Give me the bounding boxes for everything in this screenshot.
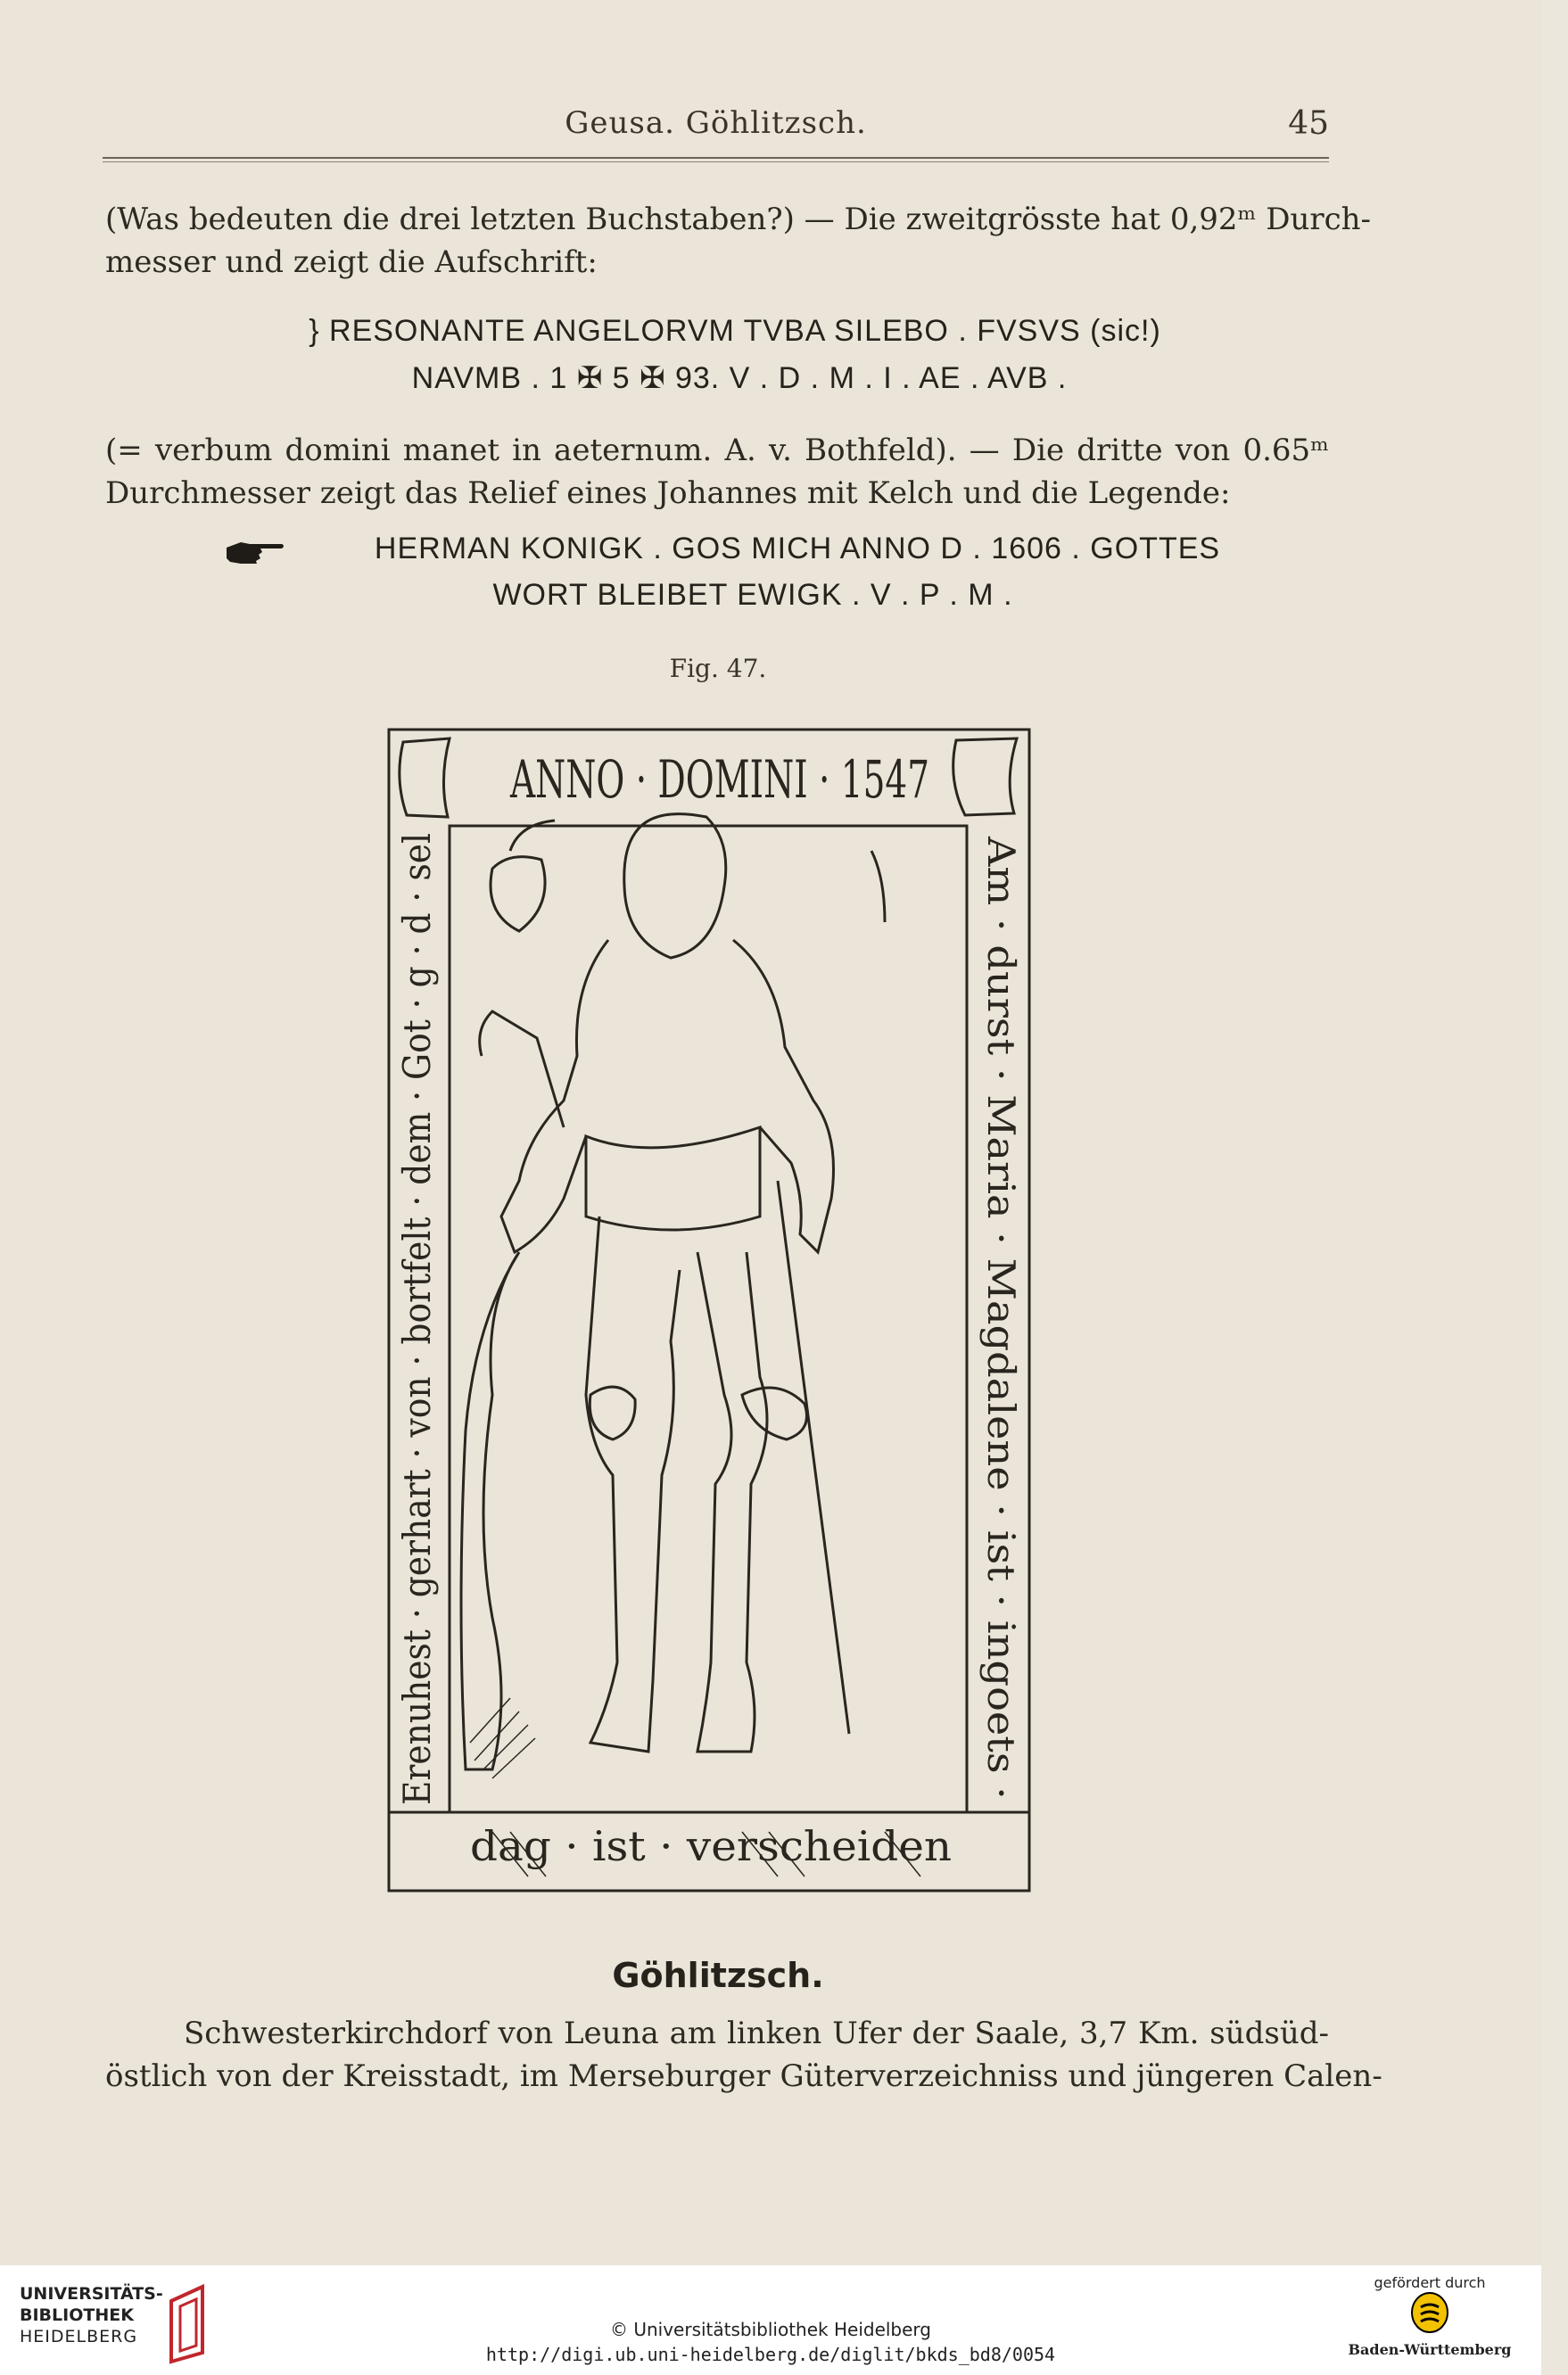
inscription-bell-three-line1: HERMAN KONIGK . GOS MICH ANNO D . 1606 . GOTTES [374, 532, 1221, 565]
running-title: Geusa. Göhlitzsch. [565, 105, 867, 141]
state-crest-icon [1408, 2291, 1451, 2334]
text-line: Schwesterkirchdorf von Leuna am linken Ufer der Saale, 3,7 Km. südsüd- [184, 2016, 1329, 2051]
slab-right-inscription: Am · durst · Maria · Magdalene · ist · ingoets · [979, 837, 1023, 1711]
paragraph-bell-three [105, 429, 1329, 515]
sponsor-name: Baden-Württemberg [1348, 2341, 1512, 2358]
text-line: Durchmesser zeigt das Relief eines Johannes mit Kelch und die Legende: [105, 475, 1231, 511]
text-line: messer und zeigt die Aufschrift: [105, 244, 598, 280]
footer-bar [0, 2265, 1541, 2375]
slab-left-inscription: Erenuhest · gerhart · von · bortfelt · dem · Got · g · d · sel [395, 718, 439, 1805]
inscription-bell-three-line2: WORT BLEIBET EWIGK . V . P . M . [492, 578, 1013, 612]
copyright-notice: © Universitätsbibliothek Heidelberg [609, 2319, 931, 2340]
text-line: östlich von der Kreisstadt, im Merseburger Güterverzeichniss und jüngeren Calen- [105, 2058, 1382, 2094]
page-number: 45 [1288, 105, 1329, 142]
inscription-bell-two-line2: NAVMB . 1 ✠ 5 ✠ 93. V . D . M . I . AE . AVB . [411, 361, 1068, 395]
library-name: UNIVERSITÄTS- BIBLIOTHEK HEIDELBERG [20, 2284, 163, 2346]
slab-top-inscription: ANNO · DOMINI · 1547 [509, 749, 929, 810]
tomb-slab-illustration [385, 717, 1035, 1899]
permalink-url[interactable]: http://digi.ub.uni-heidelberg.de/diglit/bkds_bd8/0054 [485, 2344, 1056, 2365]
page-header [103, 105, 1329, 150]
paragraph-bell-two [105, 198, 1372, 284]
inscription-bell-two-line1: } RESONANTE ANGELORVM TVBA SILEBO . FVSVS (sic!) [309, 314, 1161, 348]
header-rule [103, 157, 1329, 162]
text-line: (Was bedeuten die drei letzten Buchstaben?) — Die zweitgrösste hat 0,92ᵐ Durch- [105, 202, 1372, 237]
sponsor-block [1345, 2274, 1514, 2358]
sponsor-label: gefördert durch [1374, 2274, 1486, 2291]
text-line: (= verbum domini manet in aeternum. A. v. Bothfeld). — Die dritte von 0.65ᵐ [105, 433, 1329, 468]
figure-caption: Fig. 47. [669, 654, 767, 683]
slab-bottom-inscription: dag · ist · verscheiden [470, 1822, 952, 1870]
paragraph-goehlitzsch [105, 2012, 1382, 2098]
section-title: Göhlitzsch. [612, 1956, 824, 1995]
